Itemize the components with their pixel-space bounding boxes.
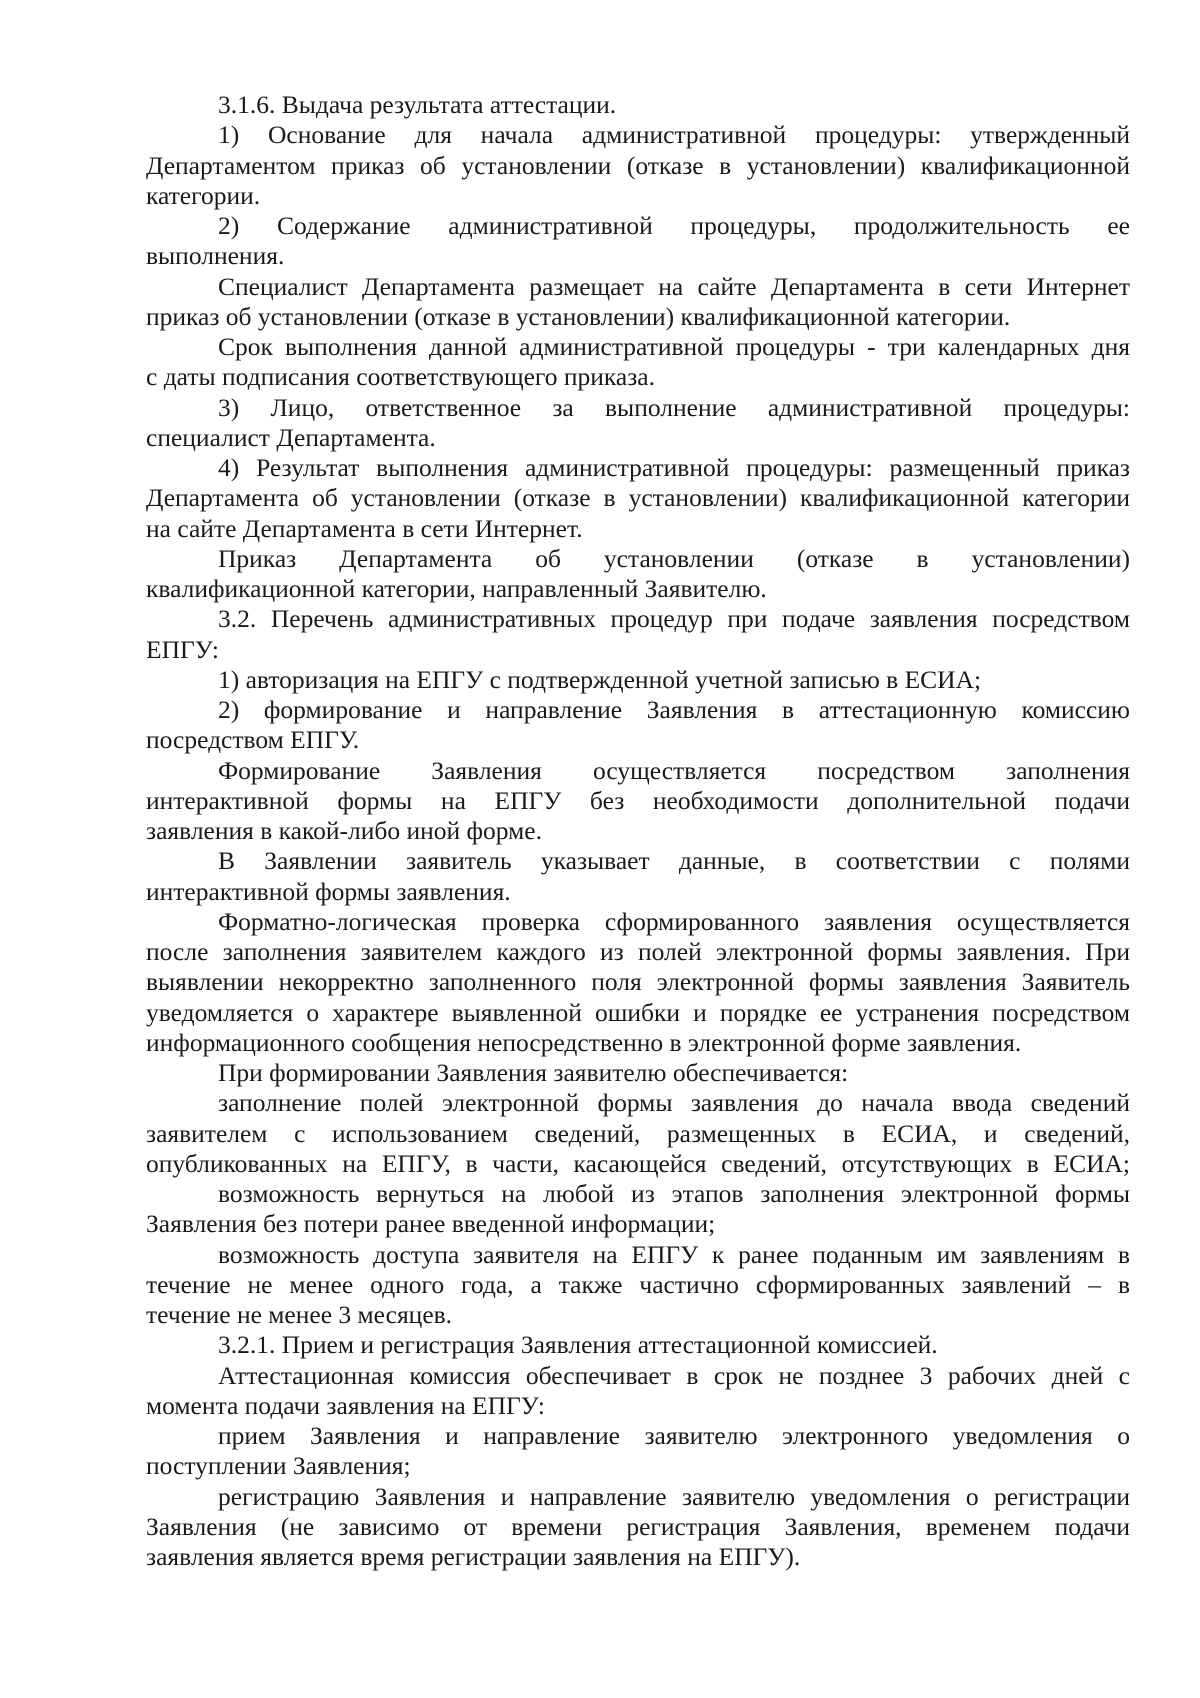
text-line: момента подачи заявления на ЕПГУ: — [146, 1390, 545, 1420]
text-line: интерактивной формы на ЕПГУ без необходимости дополнительной подачи — [146, 785, 1130, 815]
text-line: квалификационной категории, направленный Заявителю. — [146, 574, 767, 603]
text-line: заявителем с использованием сведений, размещенных в ЕСИА, и сведений, — [146, 1118, 1130, 1148]
text-line: опубликованных на ЕПГУ, в части, касающейся сведений, отсутствующих в ЕСИА; — [146, 1148, 1130, 1178]
text-line: течение не менее 3 месяцев. — [146, 1300, 453, 1329]
text-line: возможность вернуться на любой из этапов заполнения электронной формы — [218, 1179, 1130, 1208]
text-line: уведомляется о характере выявленной ошибки и порядке ее устранения посредством — [146, 997, 1130, 1027]
text-line: 1) Основание для начала административной процедуры: утвержденный — [218, 120, 1130, 150]
text-line: специалист Департамента. — [146, 422, 436, 452]
text-line: выполнения. — [146, 241, 285, 271]
text-line: 3.2. Перечень административных процедур при подаче заявления посредством — [218, 604, 1130, 634]
text-line: При формировании Заявления заявителю обеспечивается: — [218, 1058, 849, 1087]
text-line: 2) Содержание административной процедуры, продолжительность ее — [218, 211, 1130, 240]
text-line: Заявления (не зависимо от времени регистрация Заявления, временем подачи — [146, 1511, 1130, 1541]
text-line: 4) Результат выполнения административной процедуры: размещенный приказ — [218, 453, 1130, 482]
text-line: Формирование Заявления осуществляется посредством заполнения — [218, 755, 1130, 785]
text-line: заявления в какой-либо иной форме. — [146, 816, 542, 845]
text-line: категории. — [146, 180, 261, 210]
text-line: посредством ЕПГУ. — [146, 725, 360, 755]
document-body — [146, 90, 1130, 1572]
text-line: 1) авторизация на ЕПГУ с подтвержденной учетной записью в ЕСИА; — [218, 664, 982, 694]
text-line: 3.2.1. Прием и регистрация Заявления аттестационной комиссией. — [218, 1330, 938, 1360]
text-line: Срок выполнения данной административной процедуры - три календарных дня — [218, 332, 1130, 361]
text-line: заполнение полей электронной формы заявления до начала ввода сведений — [218, 1088, 1130, 1118]
text-line: Форматно-логическая проверка сформированного заявления осуществляется — [218, 906, 1130, 936]
text-line: Заявления без потери ранее введенной информации; — [146, 1209, 716, 1239]
text-line: заявления является время регистрации заявления на ЕПГУ). — [146, 1542, 801, 1571]
text-line: выявлении некорректно заполненного поля электронной формы заявления Заявитель — [146, 967, 1130, 997]
text-line: В Заявлении заявитель указывает данные, в соответствии с полями — [218, 846, 1130, 876]
text-line: 2) формирование и направление Заявления в аттестационную комиссию — [218, 695, 1130, 724]
text-line: интерактивной формы заявления. — [146, 876, 511, 906]
text-line: приказ об установлении (отказе в установлении) квалификационной категории. — [146, 301, 1011, 331]
text-line: регистрацию Заявления и направление заявителю уведомления о регистрации — [218, 1481, 1130, 1511]
text-line: Приказ Департамента об установлении (отказе в установлении) — [218, 543, 1130, 573]
text-line: на сайте Департамента в сети Интернет. — [146, 513, 583, 543]
text-line: после заполнения заявителем каждого из полей электронной формы заявления. При — [146, 937, 1130, 966]
text-line: течение не менее одного года, а также частично сформированных заявлений – в — [146, 1269, 1130, 1299]
text-line: Аттестационная комиссия обеспечивает в срок не позднее 3 рабочих дней с — [218, 1360, 1130, 1390]
text-line: с даты подписания соответствующего приказа. — [146, 362, 656, 392]
text-line: поступлении Заявления; — [146, 1451, 411, 1481]
text-line: 3) Лицо, ответственное за выполнение административной процедуры: — [218, 392, 1130, 422]
text-line: ЕПГУ: — [146, 634, 219, 664]
text-line: Департамента об установлении (отказе в установлении) квалификационной категории — [146, 483, 1130, 513]
text-line: 3.1.6. Выдача результата аттестации. — [218, 90, 617, 119]
text-line: прием Заявления и направление заявителю электронного уведомления о — [218, 1421, 1130, 1450]
text-line: возможность доступа заявителя на ЕПГУ к ранее поданным им заявлениям в — [218, 1239, 1130, 1269]
text-line: Департаментом приказ об установлении (отказе в установлении) квалификационной — [146, 150, 1130, 180]
text-line: информационного сообщения непосредственно в электронной форме заявления. — [146, 1027, 1022, 1057]
text-line: Специалист Департамента размещает на сайте Департамента в сети Интернет — [218, 271, 1130, 301]
